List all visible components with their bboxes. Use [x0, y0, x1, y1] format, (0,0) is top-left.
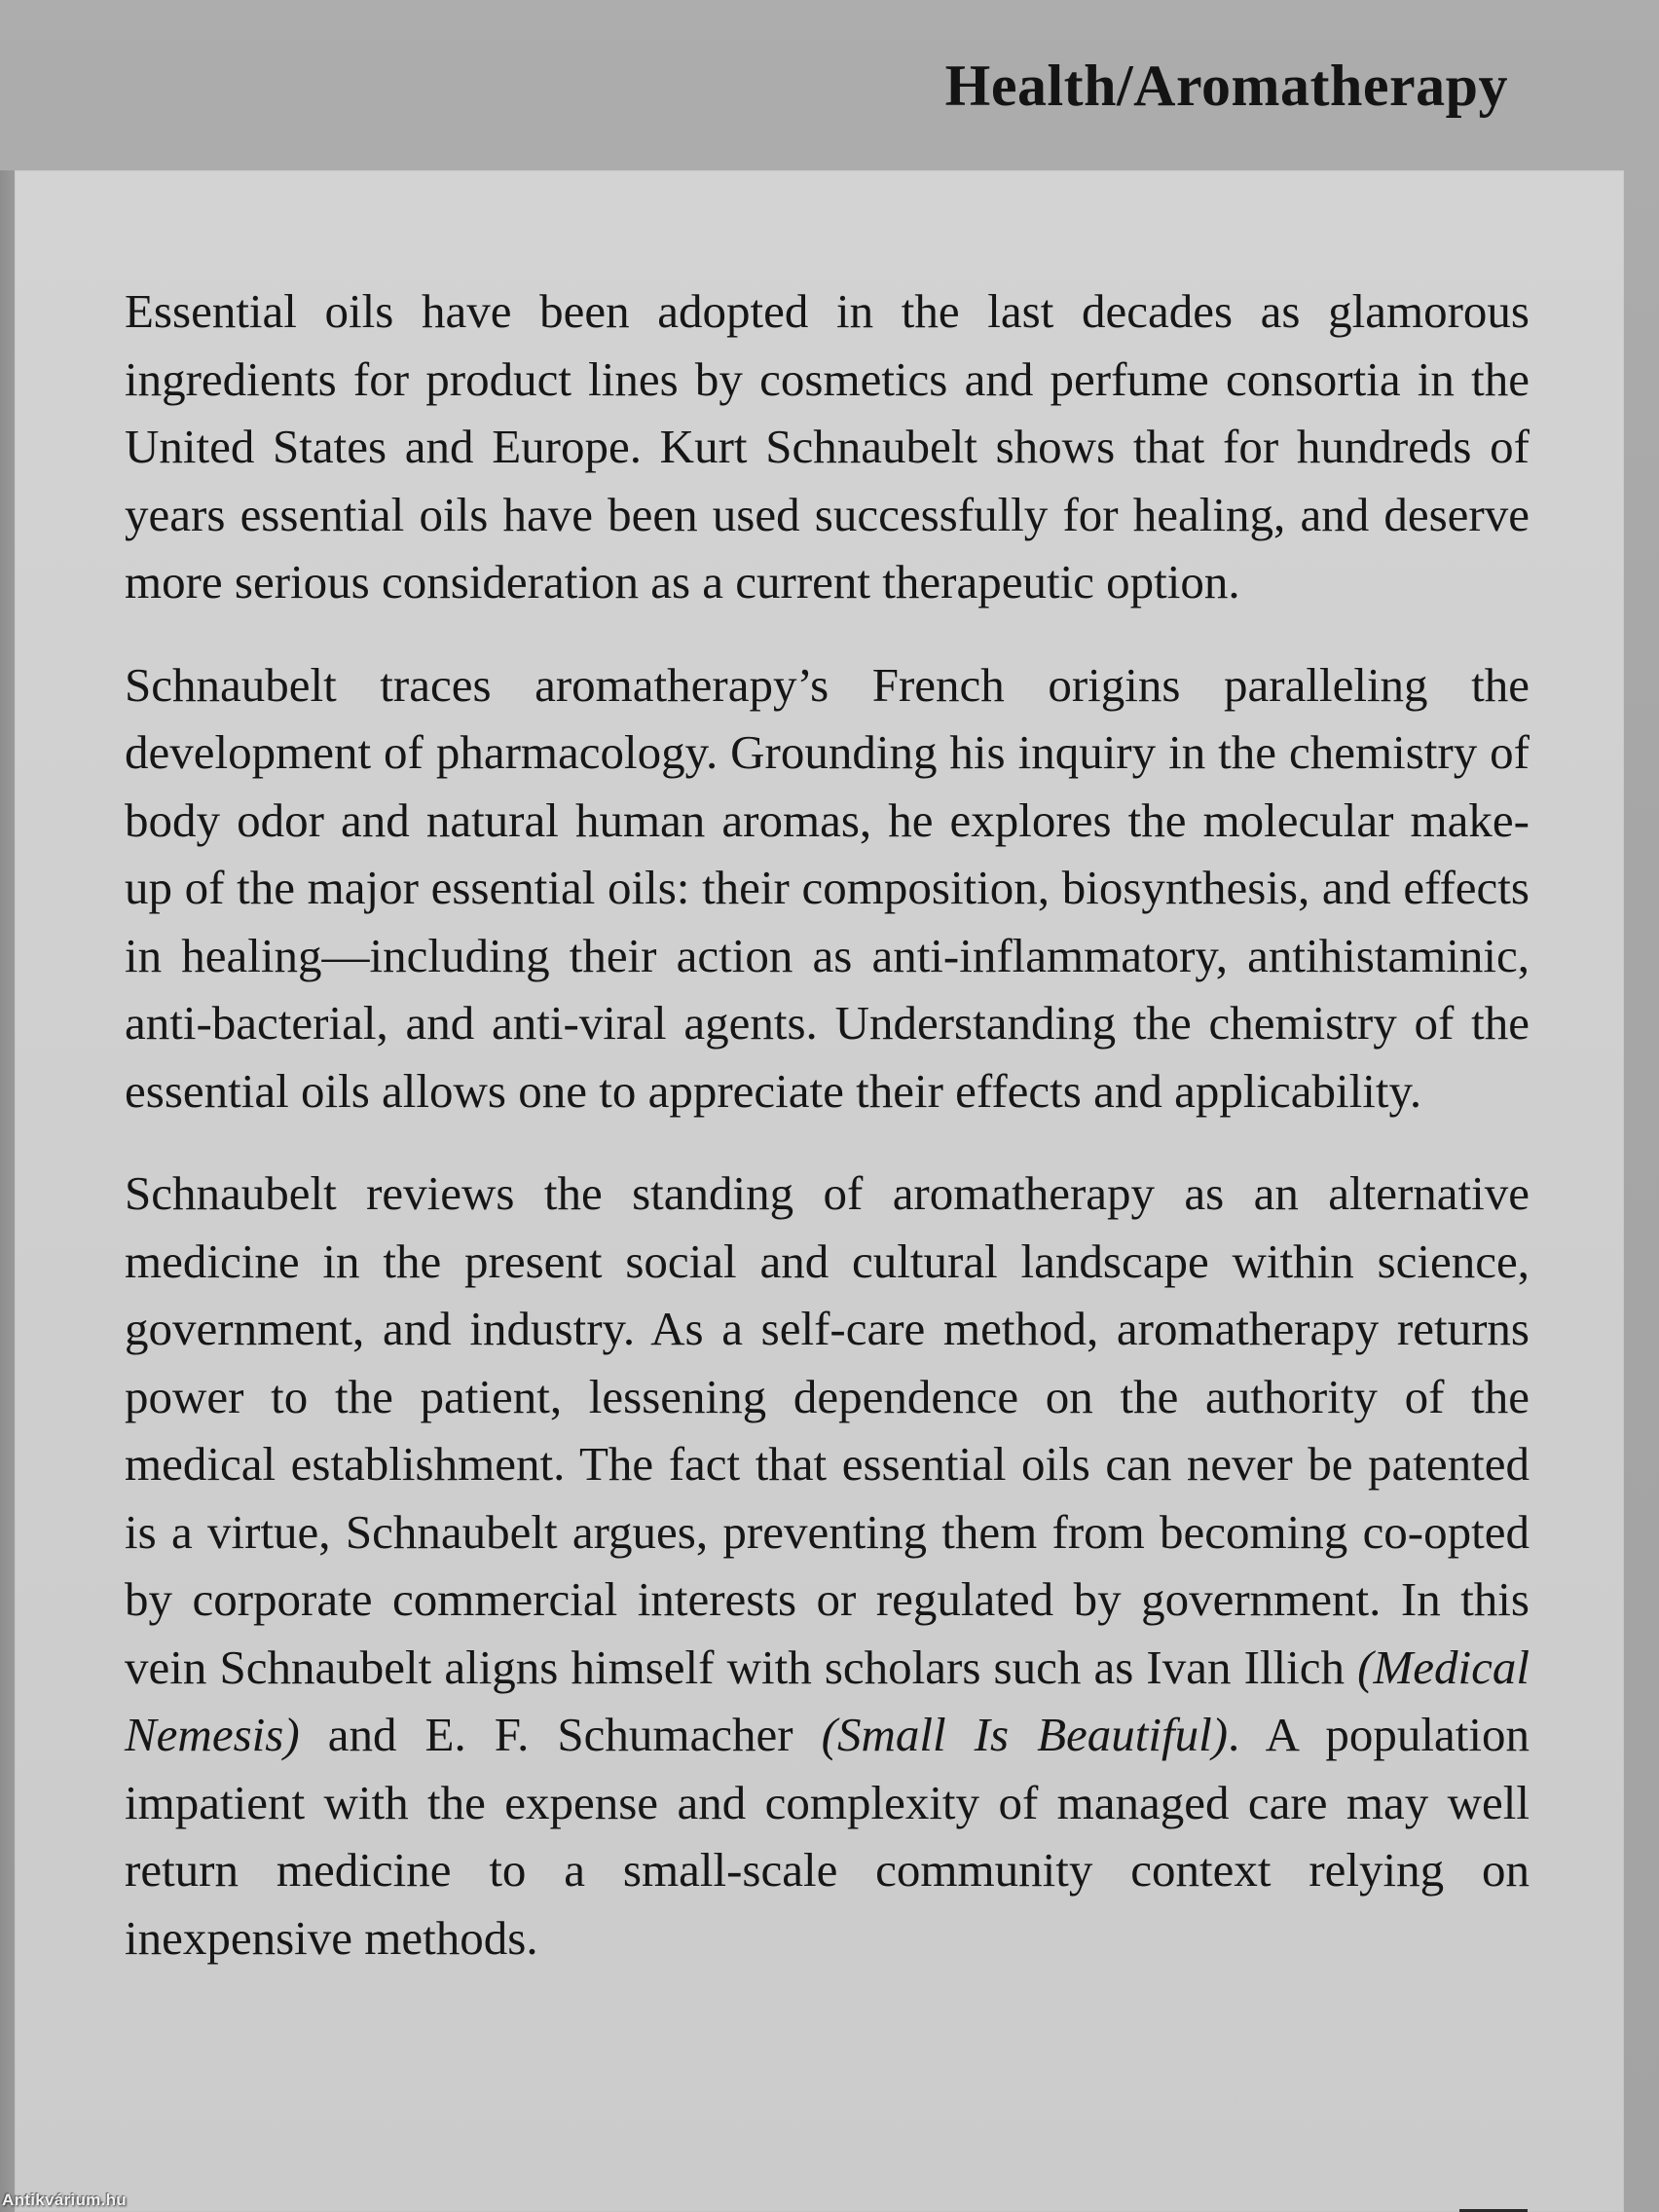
paragraph-3-text-c: . A population impatient with the expense and complexity of managed care may well return medicine to a small-scale community context relying on inexpensive methods.: [125, 1708, 1530, 1965]
paragraph-3-text-a: Schnaubelt reviews the standing of aromatherapy as an alternative medicine in the present social and cultural landscape within science, government, and industry. As a self-care method, aromatherapy returns power to the patient, lessening dependence on the authority of the medical establishment. The fact that essential oils can never be patented is a virtue, Schnaubelt argues, preventing them from becoming co-opted by corporate commercial interests or regulated by government. In this vein Schnaubelt aligns himself with scholars such as Ivan Illich: [125, 1166, 1530, 1694]
paragraph-3: [125, 1160, 1530, 1972]
paragraph-3-text-b: and E. F. Schumacher: [299, 1708, 822, 1761]
description-panel: [15, 170, 1624, 2212]
book-title-small-is-beautiful: (Small Is Beautiful): [821, 1708, 1229, 1761]
left-edge-strip: [0, 170, 15, 2212]
paragraph-1-text: Essential oils have been adopted in the last decades as glamorous ingredients for product lines by cosmetics and perfume consortia in the United States and Europe. Kurt Schnaubelt shows that for hundreds of years essential oils have been used successfully for healing, and deserve more serious consideration as a current therapeutic option.: [125, 284, 1530, 608]
paragraph-2-text: Schnaubelt traces aromatherapy’s French origins paralleling the development of pharmacology. Grounding his inquiry in the chemistry of body odor and natural human aromas, he explores the molecular make-up of the major essential oils: their composition, biosynthesis, and effects in healing—including their action as anti-inflammatory, antihistaminic, anti-bacterial, and anti-viral agents. Understanding the chemistry of the essential oils allows one to appreciate their effects and applicability.: [125, 657, 1530, 1118]
book-title-medical-nemesis: (Medical Nemesis): [125, 1640, 1530, 1761]
paragraph-1: [125, 277, 1530, 616]
category-heading: Health/Aromatherapy: [944, 54, 1508, 118]
paragraph-2: [125, 651, 1530, 1125]
description-body: [125, 277, 1530, 2007]
watermark-label: Antikvárium.hu: [2, 2191, 127, 2209]
